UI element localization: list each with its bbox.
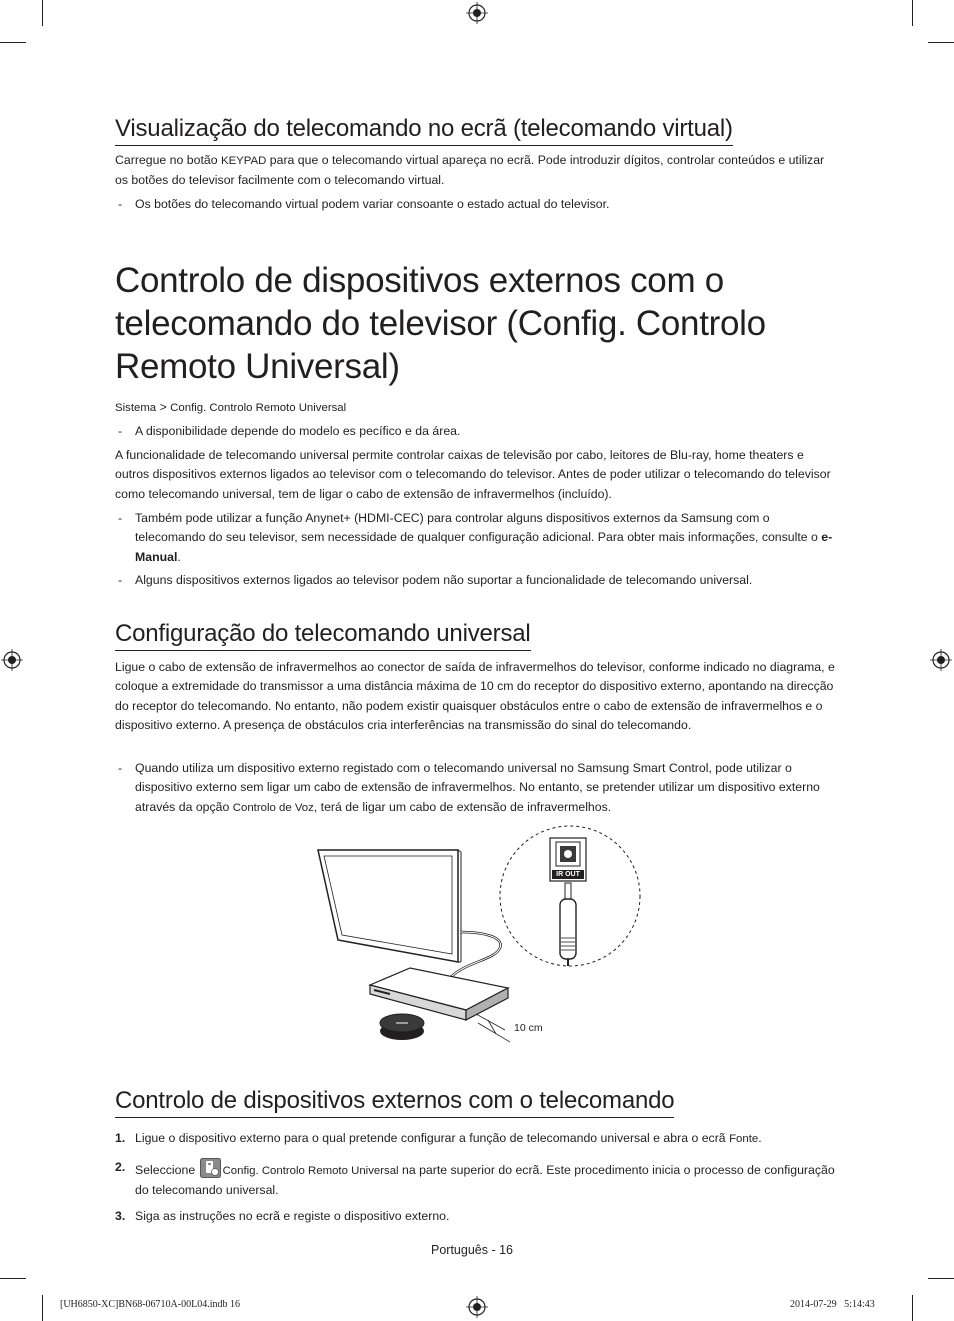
note-anynet: Também pode utilizar a função Anynet+ (HDMI-CEC) para controlar alguns dispositivos externos da Samsung com o telecomando do seu televisor, sem necessidade de qualquer configuração adicional. Para obter mais informações, consulte o e-Manual.: [135, 511, 833, 564]
note-dash: -: [118, 424, 123, 438]
registration-mark-icon: [930, 649, 952, 671]
e-manual-keyword: e-Manual: [135, 530, 833, 564]
registration-mark-icon: [1, 649, 23, 671]
note-dash: -: [118, 197, 123, 211]
paragraph-universal-remote: A funcionalidade de telecomando universal permite controlar caixas de televisão por cabo, leitores de Blu-ray, home theaters e outros dispositivos externos ligados ao televisor com o telecomando do televisor. Antes de poder utilizar o telecomando do televisor como telecomando universal, tem de ligar o cabo de extensão de infravermelhos (incluído).: [115, 448, 831, 501]
crop-mark: [0, 1278, 26, 1279]
note-unsupported: Alguns dispositivos externos ligados ao televisor podem não suportar a funcionalidade de telecomando universal.: [135, 573, 753, 587]
note-virtual-remote: Os botões do telecomando virtual podem variar consoante o estado actual do televisor.: [135, 197, 610, 211]
ir-blaster-illustration: [380, 1014, 424, 1040]
paragraph-ir-cable: Ligue o cabo de extensão de infravermelhos ao conector de saída de infravermelhos do televisor, conforme indicado no diagrama, e coloque a extremidade do transmissor a uma distância máxima de 10 cm do receptor do dispositivo externo, apontando na direcção do receptor do telecomando. No entanto, não podem existir quaisquer obstáculos entre o cabo de extensão de infravermelhos e o dispositivo externo. A presença de obstáculos cria interferências na transmissão do sinal do telecomando.: [115, 660, 835, 733]
note-voice-control: Quando utiliza um dispositivo externo registado com o telecomando universal no Samsung Smart Control, pode utilizar o dispositivo externo sem ligar um cabo de extensão de infravermelhos. No entanto, se pretender utilizar um dispositivo externo através da opção Controlo de Voz, terá de ligar um cabo de extensão de infravermelhos.: [135, 761, 820, 814]
step-2-text: Seleccione Config. Controlo Remoto Universal na parte superior do ecrã. Este procedimento inicia o processo de configuração do telecomando universal.: [135, 1158, 835, 1201]
registration-mark-icon: [466, 2, 488, 24]
crop-mark: [928, 42, 954, 43]
step-number: 1.: [115, 1131, 126, 1145]
voice-control-keyword: Controlo de Voz: [232, 801, 314, 814]
universal-remote-keyword: Config. Controlo Remoto Universal: [222, 1165, 399, 1177]
file-info: [UH6850-XC]BN68-06710A-00L04.indb 16: [60, 1299, 240, 1310]
crop-mark: [42, 0, 43, 26]
distance-label: 10 cm: [514, 1022, 543, 1034]
crop-mark: [928, 1278, 954, 1279]
settings-remote-icon: [200, 1158, 221, 1178]
paragraph-virtual-remote: Carregue no botão KEYPAD para que o telecomando virtual apareça no ecrã. Pode introduzir dígitos, controlar conteúdos e utilizar os botões do televisor facilmente com o telecomando virtual.: [115, 153, 825, 188]
menu-path: Sistema > Config. Controlo Remoto Universal: [115, 400, 347, 414]
registration-mark-icon: [466, 1296, 488, 1318]
tv-illustration: [318, 850, 461, 962]
ir-out-label: IR OUT: [556, 871, 580, 878]
timestamp: 2014-07-29 5:14:43: [790, 1299, 875, 1310]
section-heading-universal-setup: Configuração do telecomando universal: [115, 620, 531, 651]
note-availability: A disponibilidade depende do modelo es pecífico e da área.: [135, 424, 461, 438]
page-number: Português - 16: [431, 1243, 513, 1257]
step-number: 2.: [115, 1160, 126, 1174]
crop-mark: [912, 1295, 913, 1321]
crop-mark: [42, 1295, 43, 1321]
source-keyword: Fonte: [729, 1133, 759, 1145]
crop-mark: [0, 42, 26, 43]
page-title: Controlo de dispositivos externos com o telecomando do televisor (Config. Controlo Remoto Universal): [115, 261, 766, 386]
note-dash: -: [118, 573, 123, 587]
keypad-keyword: KEYPAD: [220, 155, 267, 167]
step-1-text: Ligue o dispositivo externo para o qual pretende configurar a função de telecomando universal e abra o ecrã Fonte.: [135, 1131, 762, 1145]
crop-mark: [912, 0, 913, 26]
step-number: 3.: [115, 1209, 126, 1223]
step-3-text: Siga as instruções no ecrã e registe o dispositivo externo.: [135, 1209, 450, 1223]
note-dash: -: [118, 761, 123, 775]
external-box-illustration: [370, 968, 508, 1020]
ir-connection-diagram: [300, 820, 650, 1050]
note-dash: -: [118, 511, 123, 525]
section-heading-control-devices: Controlo de dispositivos externos com o telecomando: [115, 1087, 674, 1118]
section-heading-virtual-remote: Visualização do telecomando no ecrã (telecomando virtual): [115, 115, 733, 146]
